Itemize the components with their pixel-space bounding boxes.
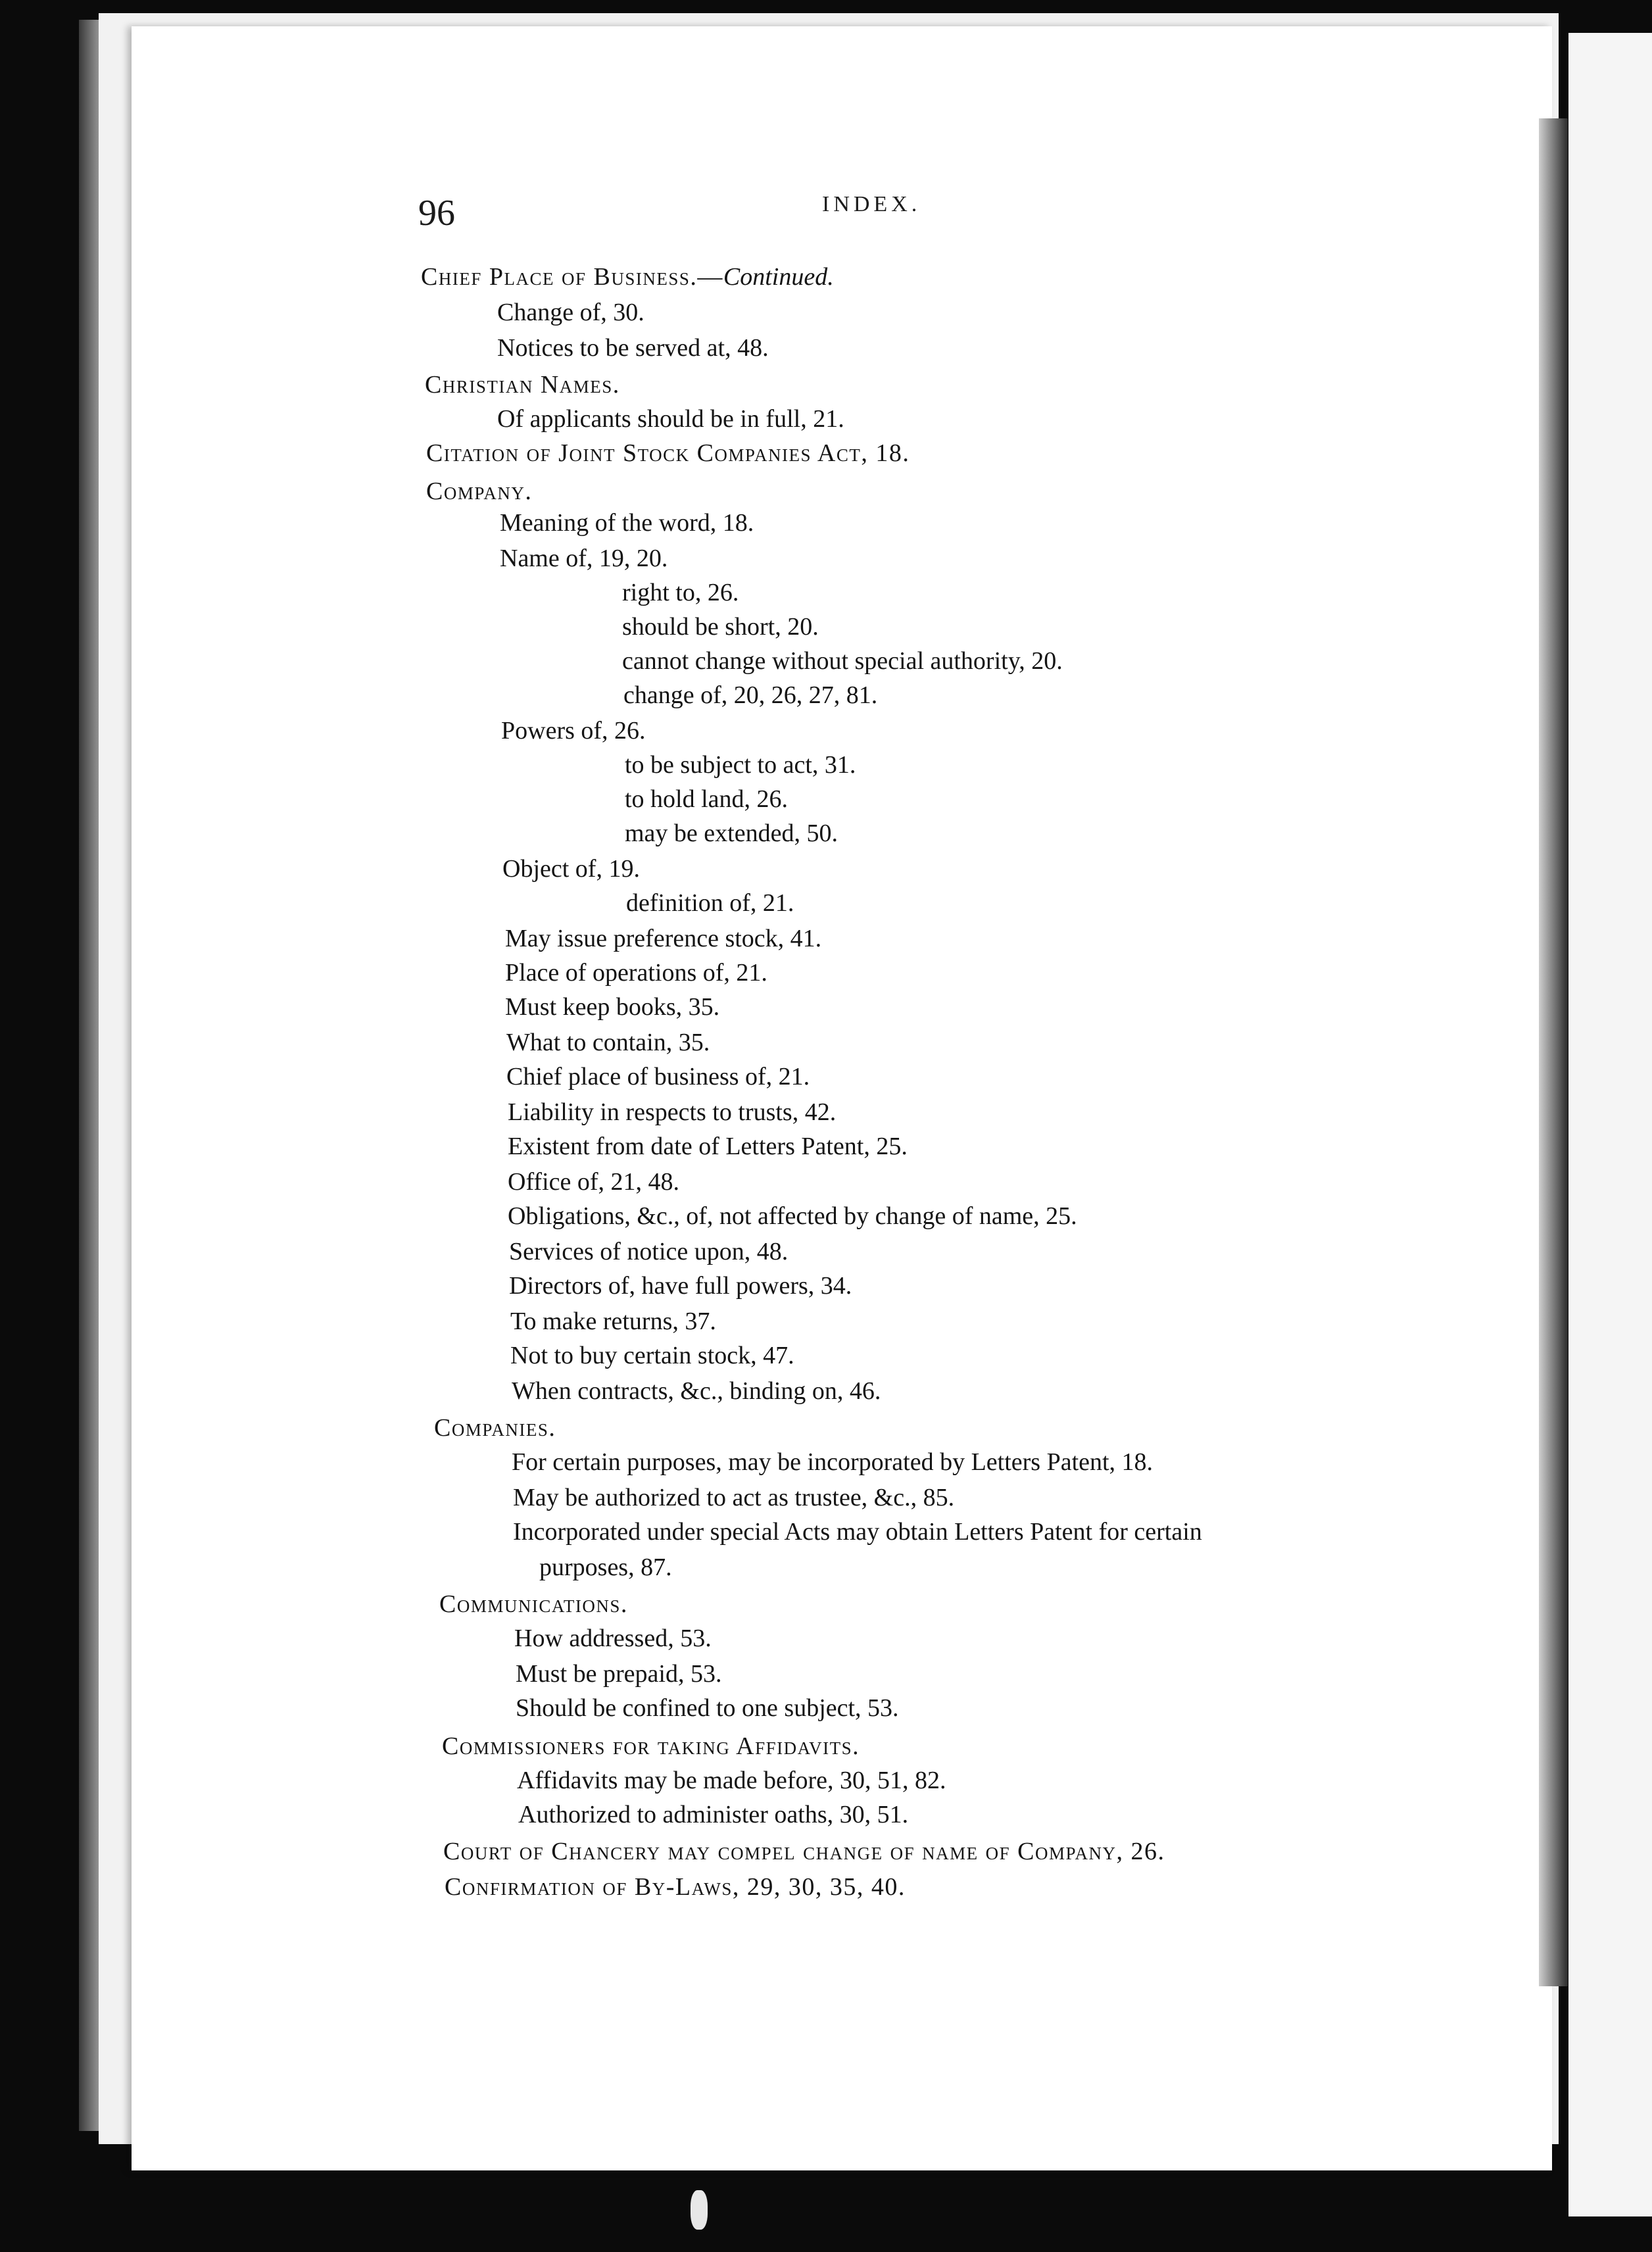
index-subentry: Of applicants should be in full, 21. [497,405,844,433]
index-subentry: Place of operations of, 21. [505,959,767,987]
index-heading: Company. [426,477,533,505]
index-subsubentry: cannot change without special authority, 20. [622,647,1063,675]
index-subentry: May be authorized to act as trustee, &c., 85. [513,1484,955,1511]
index-subsubentry: to be subject to act, 31. [625,751,856,779]
index-heading: Confirmation of By-Laws, 29, 30, 35, 40. [445,1873,906,1901]
index-subentry: Change of, 30. [497,299,644,326]
index-subentry: Services of notice upon, 48. [509,1238,789,1265]
index-subsubentry: to hold land, 26. [625,785,789,813]
index-heading: Chief Place of Business.—Continued. [421,263,834,291]
index-subsubentry: definition of, 21. [626,889,794,917]
index-subentry: Chief place of business of, 21. [506,1063,810,1090]
index-subsubentry: change of, 20, 26, 27, 81. [623,681,878,709]
index-subentry: How addressed, 53. [514,1625,712,1652]
index-subsubentry: right to, 26. [622,579,739,606]
index-subentry: Object of, 19. [502,855,640,883]
index-subsubentry: should be short, 20. [622,613,819,641]
index-heading: Communications. [439,1590,628,1618]
index-subentry: Meaning of the word, 18. [500,509,754,537]
index-subentry: Powers of, 26. [501,717,646,745]
index-subentry: Must be prepaid, 53. [516,1660,722,1688]
index-subentry: Authorized to administer oaths, 30, 51. [518,1801,909,1828]
index-subentry: Liability in respects to trusts, 42. [508,1098,837,1126]
facing-page-edge [1568,33,1652,2216]
index-subsubentry: may be extended, 50. [625,820,838,847]
running-head: INDEX. [822,192,921,216]
index-subentry: Obligations, &c., of, not affected by change of name, 25. [508,1202,1077,1230]
index-subentry: Office of, 21, 48. [508,1168,680,1196]
index-heading: Citation of Joint Stock Companies Act, 18. [426,439,910,467]
index-subentry: What to contain, 35. [506,1029,710,1056]
index-subentry: Must keep books, 35. [505,993,720,1021]
index-heading: Commissioners for taking Affidavits. [442,1732,860,1760]
index-subentry: When contracts, &c., binding on, 46. [512,1377,881,1405]
index-subentry: Notices to be served at, 48. [497,334,769,362]
gutter-shadow [1539,118,1568,1986]
scan-blemish [691,2190,708,2230]
index-heading: Christian Names. [425,371,620,399]
index-heading: Court of Chancery may compel change of name of Company, 26. [443,1838,1165,1865]
index-subentry: Not to buy certain stock, 47. [510,1342,794,1369]
index-subentry: For certain purposes, may be incorporated by Letters Patent, 18. [512,1448,1154,1476]
index-subentry: Name of, 19, 20. [500,545,668,572]
page-number: 96 [418,193,455,233]
index-subentry: To make returns, 37. [510,1308,716,1335]
index-heading: Companies. [434,1414,556,1442]
index-subentry: May issue preference stock, 41. [505,925,822,952]
index-subentry: Directors of, have full powers, 34. [509,1272,852,1300]
index-subentry: Existent from date of Letters Patent, 25. [508,1133,908,1160]
index-subentry: Should be confined to one subject, 53. [516,1694,899,1722]
index-subentry: Incorporated under special Acts may obtain Letters Patent for certain [513,1518,1202,1546]
index-subentry: Affidavits may be made before, 30, 51, 82. [517,1767,946,1794]
index-continuation: purposes, 87. [539,1554,672,1581]
